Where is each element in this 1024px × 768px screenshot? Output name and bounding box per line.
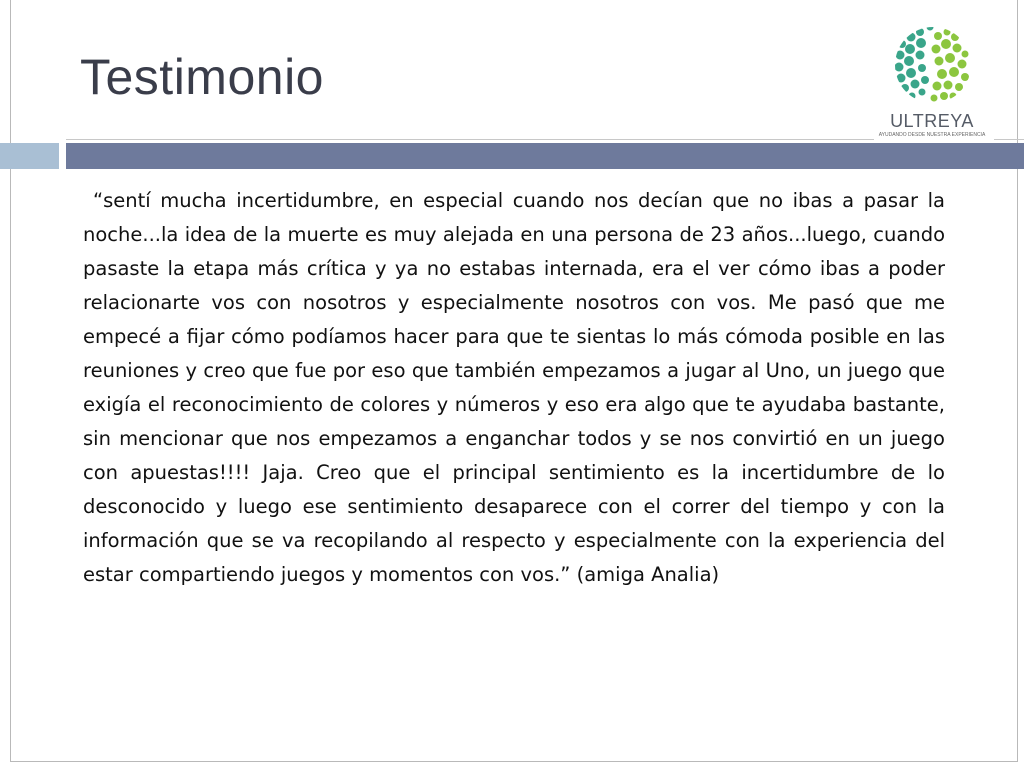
header-band-left xyxy=(0,143,59,169)
logo-name: ULTREYA xyxy=(890,111,974,131)
logo-tagline: AYUDANDO DESDE NUESTRA EXPERIENCIA xyxy=(878,132,986,138)
circle-dots-icon xyxy=(892,22,974,108)
slide-title: Testimonio xyxy=(80,49,324,105)
header-band-right xyxy=(66,143,1024,169)
testimonial-text: “sentí mucha incertidumbre, en especial cuando nos decían que no ibas a pasar la noche...la idea de la muerte es muy alejada en una persona de 23 años...luego, cuando pasaste la etapa más crítica y ya no estabas internada, era el ver cómo ibas a poder relacionarte vos con nosotros y especialmente nosotros con vos. Me pasó que me empecé a fijar cómo podíamos hacer para que te sientas lo más cómoda posible en las reuniones y creo que fue por eso que también empezamos a jugar al Uno, un juego que exigía el reconocimiento de colores y números y eso era algo que te ayudaba bastante, sin mencionar que nos empezamos a enganchar todos y se nos convirtió en un juego con apuestas!!!! Jaja. Creo que el principal sentimiento es la incertidumbre de lo desconocido y luego ese sentimiento desaparece con el correr del tiempo y con la información que se va recopilando al respecto y especialmente con la experiencia del estar compartiendo juegos y momentos con vos.” (amiga Analia) xyxy=(83,189,945,586)
ultreya-logo xyxy=(874,14,994,142)
